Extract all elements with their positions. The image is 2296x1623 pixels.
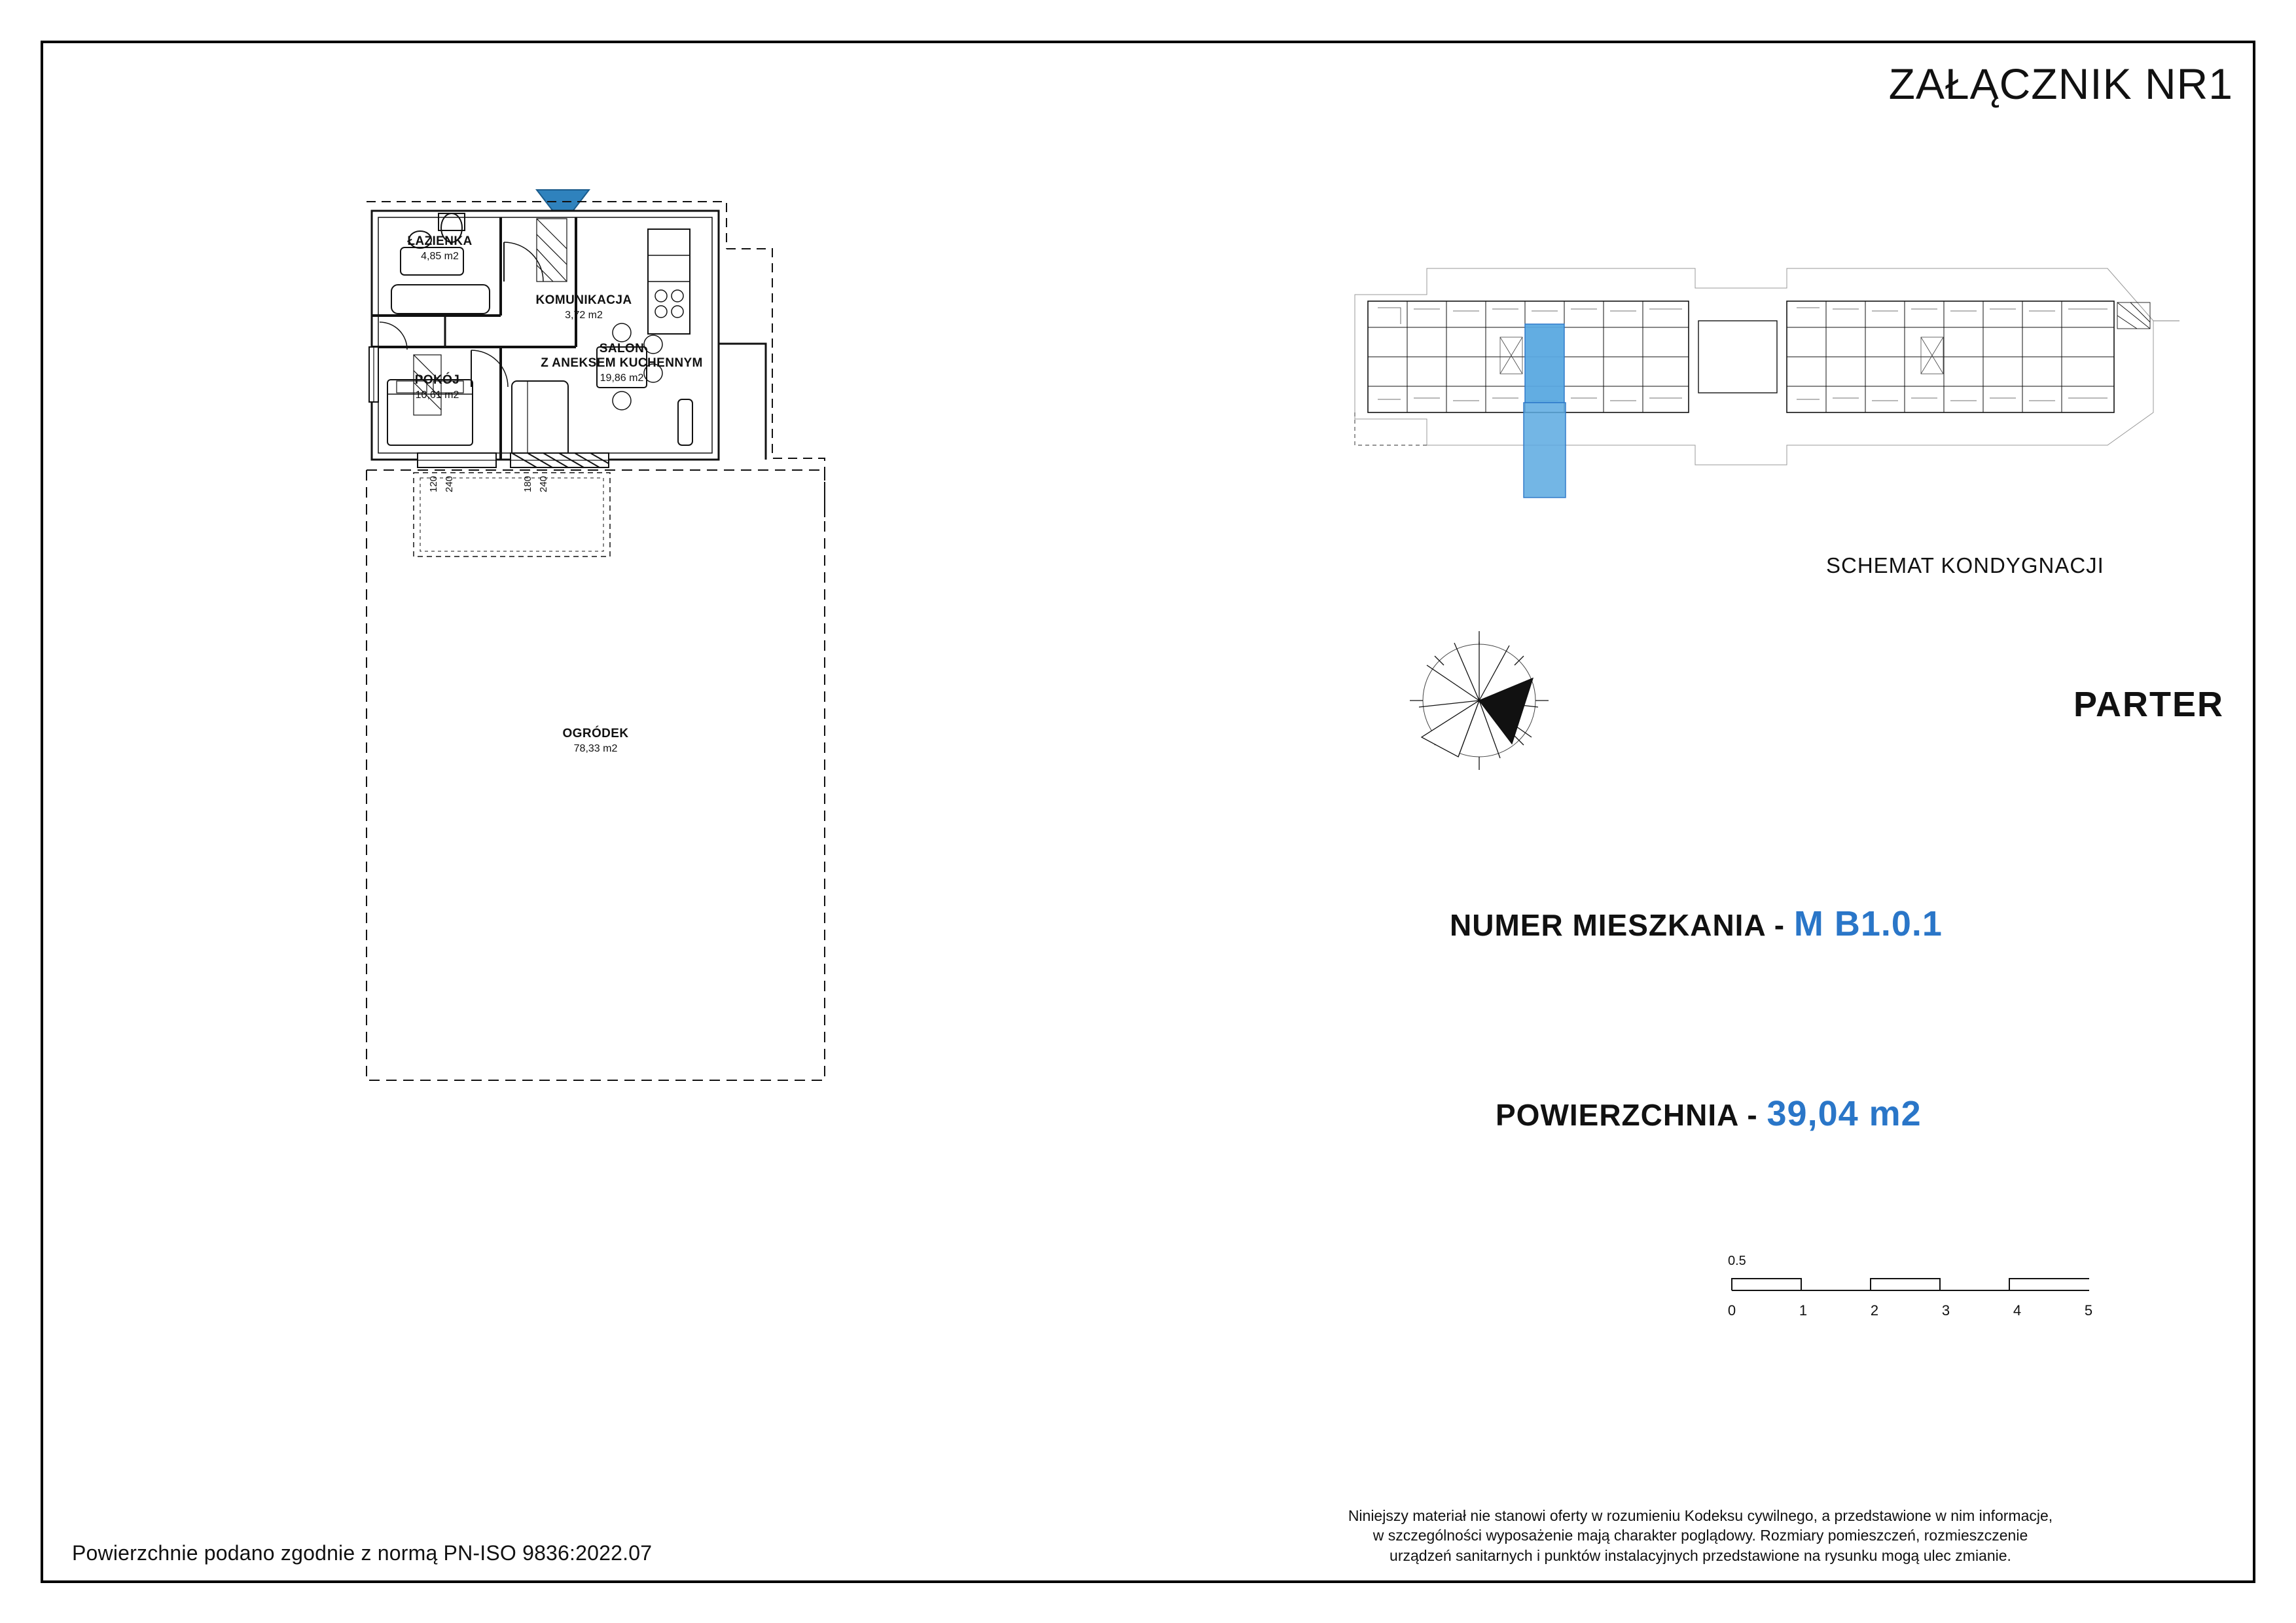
dash-1: - — [1774, 908, 1785, 942]
dimension-240-b: 240 — [538, 475, 549, 492]
page-title: ZAŁĄCZNIK NR1 — [1888, 60, 2233, 108]
area-value: 39,04 m2 — [1767, 1094, 1922, 1133]
scale-tick-3: 3 — [1941, 1302, 1950, 1319]
scale-half-label: 0.5 — [1728, 1254, 1746, 1268]
apartment-number-label: NUMER MIESZKANIA — [1450, 908, 1765, 942]
floor-plan-svg — [340, 151, 1028, 1395]
room-label-komunikacja: KOMUNIKACJA 3,72 m2 — [535, 293, 632, 321]
scale-tick-2: 2 — [1870, 1302, 1879, 1319]
scale-bar — [1727, 1254, 2094, 1339]
area-row — [1496, 1093, 1922, 1134]
disclaimer-line-1: Niniejszy materiał nie stanowi oferty w rozumieniu Kodeksu cywilnego, a przedstawione w nim informacje, — [1348, 1506, 2053, 1524]
footer-disclaimer — [1170, 1506, 2231, 1565]
room-label-salon: SALON Z ANEKSEM KUCHENNYM 19,86 m2 — [541, 342, 703, 384]
dimension-120: 120 — [428, 475, 439, 492]
room-label-lazienka: ŁAZIENKA 4,85 m2 — [407, 234, 473, 262]
apartment-number-value: M B1.0.1 — [1793, 904, 1943, 943]
area-label: POWIERZCHNIA — [1496, 1098, 1738, 1132]
key-plan-diagram — [1329, 249, 2179, 530]
apartment-number-row — [1450, 903, 1943, 944]
scale-tick-0: 0 — [1727, 1302, 1736, 1319]
scale-tick-4: 4 — [2013, 1302, 2022, 1319]
disclaimer-line-3: urządzeń sanitarnych i punktów instalacyjnych przedstawione na rysunku mogą ulec zmianie. — [1390, 1546, 2011, 1564]
compass-rose-icon — [1381, 615, 1577, 786]
dimension-180: 180 — [522, 475, 533, 492]
room-label-pokoj: POKÓJ 10,61 m2 — [414, 373, 460, 401]
floor-plan — [340, 151, 1028, 1395]
scale-bar-graphic — [1728, 1273, 2094, 1300]
room-label-ogrodek: OGRÓDEK 78,33 m2 — [562, 727, 629, 754]
scale-tick-5: 5 — [2084, 1302, 2093, 1319]
dash-2: - — [1747, 1098, 1758, 1132]
floor-label: PARTER — [2073, 685, 2224, 724]
scale-tick-1: 1 — [1799, 1302, 1808, 1319]
footer-norm-note: Powierzchnie podano zgodnie z normą PN-ISO 9836:2022.07 — [72, 1541, 653, 1565]
highlighted-unit — [1524, 324, 1566, 498]
dimension-240-a: 240 — [444, 475, 455, 492]
disclaimer-line-2: w szczególności wyposażenie mają charakter poglądowy. Rozmiary pomieszczeń, rozmieszczenie — [1372, 1527, 2028, 1544]
key-plan-caption: SCHEMAT KONDYGNACJI — [1826, 553, 2104, 577]
